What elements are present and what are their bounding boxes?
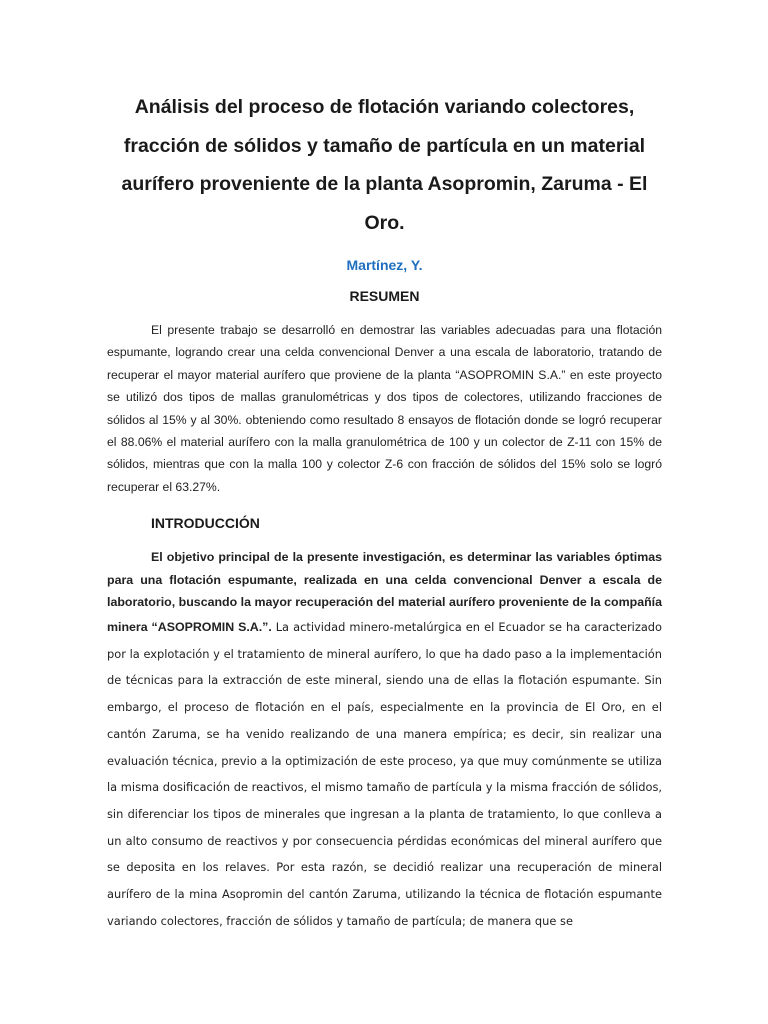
author-name: Martínez, Y. <box>346 257 423 273</box>
introduction-heading: INTRODUCCIÓN <box>151 515 260 532</box>
introduction-paragraph <box>107 546 662 934</box>
abstract-heading: RESUMEN <box>349 288 420 304</box>
paper-title: Análisis del proceso de flotación variando colectores, fracción de sólidos y tamaño de partícula en un material aurífero proveniente de la planta Asopromin, Zaruma - El Oro. <box>121 96 648 234</box>
introduction-body-text: La actividad minero-metalúrgica en el Ecuador se ha caracterizado por la explotación y el tratamiento de mineral aurífero, lo que ha dado paso a la implementación de técnicas para la extracción de este mineral, siendo una de ellas la flotación espumante. Sin embargo, el proceso de flotación en el país, especialmente en la provincia de El Oro, en el cantón Zaruma, se ha venido realizando de una manera empírica; es decir, sin realizar una evaluación técnica, previo a la optimización de este proceso, ya que muy comúnmente se utiliza la misma dosificación de reactivos, el mismo tamaño de partícula y la misma fracción de sólidos, sin diferenciar los tipos de minerales que ingresan a la planta de tratamiento, lo que conlleva a un alto consumo de reactivos y por consecuencia pérdidas económicas del mineral aurífero que se deposita en los relaves. Por esta razón, se decidió realizar una recuperación de mineral aurífero de la mina Asopromin del cantón Zaruma, utilizando la técnica de flotación espumante variando colectores, fracción de sólidos y tamaño de partícula; de manera que se <box>107 620 662 928</box>
abstract-paragraph: El presente trabajo se desarrolló en demostrar las variables adecuadas para una flotación espumante, logrando crear una celda convencional Denver a una escala de laboratorio, tratando de recuperar el mayor material aurífero que proviene de la planta “ASOPROMIN S.A.” en este proyecto se utilizó dos tipos de mallas granulométricas y dos tipos de colectores, utilizando fracciones de sólidos al 15% y al 30%. obteniendo como resultado 8 ensayos de flotación donde se logró recuperar el 88.06% el material aurífero con la malla granulométrica de 100 y un colector de Z-11 con 15% de sólidos, mientras que con la malla 100 y colector Z-6 con fracción de sólidos del 15% solo se logró recuperar el 63.27%. <box>107 323 662 494</box>
document-page <box>107 88 662 934</box>
introduction-lead-text: El objetivo principal de la presente investigación, es determinar las variables óptimas para una flotación espumante, realizada en una celda convencional Denver a escala de laboratorio, buscando la mayor recuperación del material aurífero proveniente de la compañía minera “ASOPROMIN S.A.”. <box>107 550 662 635</box>
